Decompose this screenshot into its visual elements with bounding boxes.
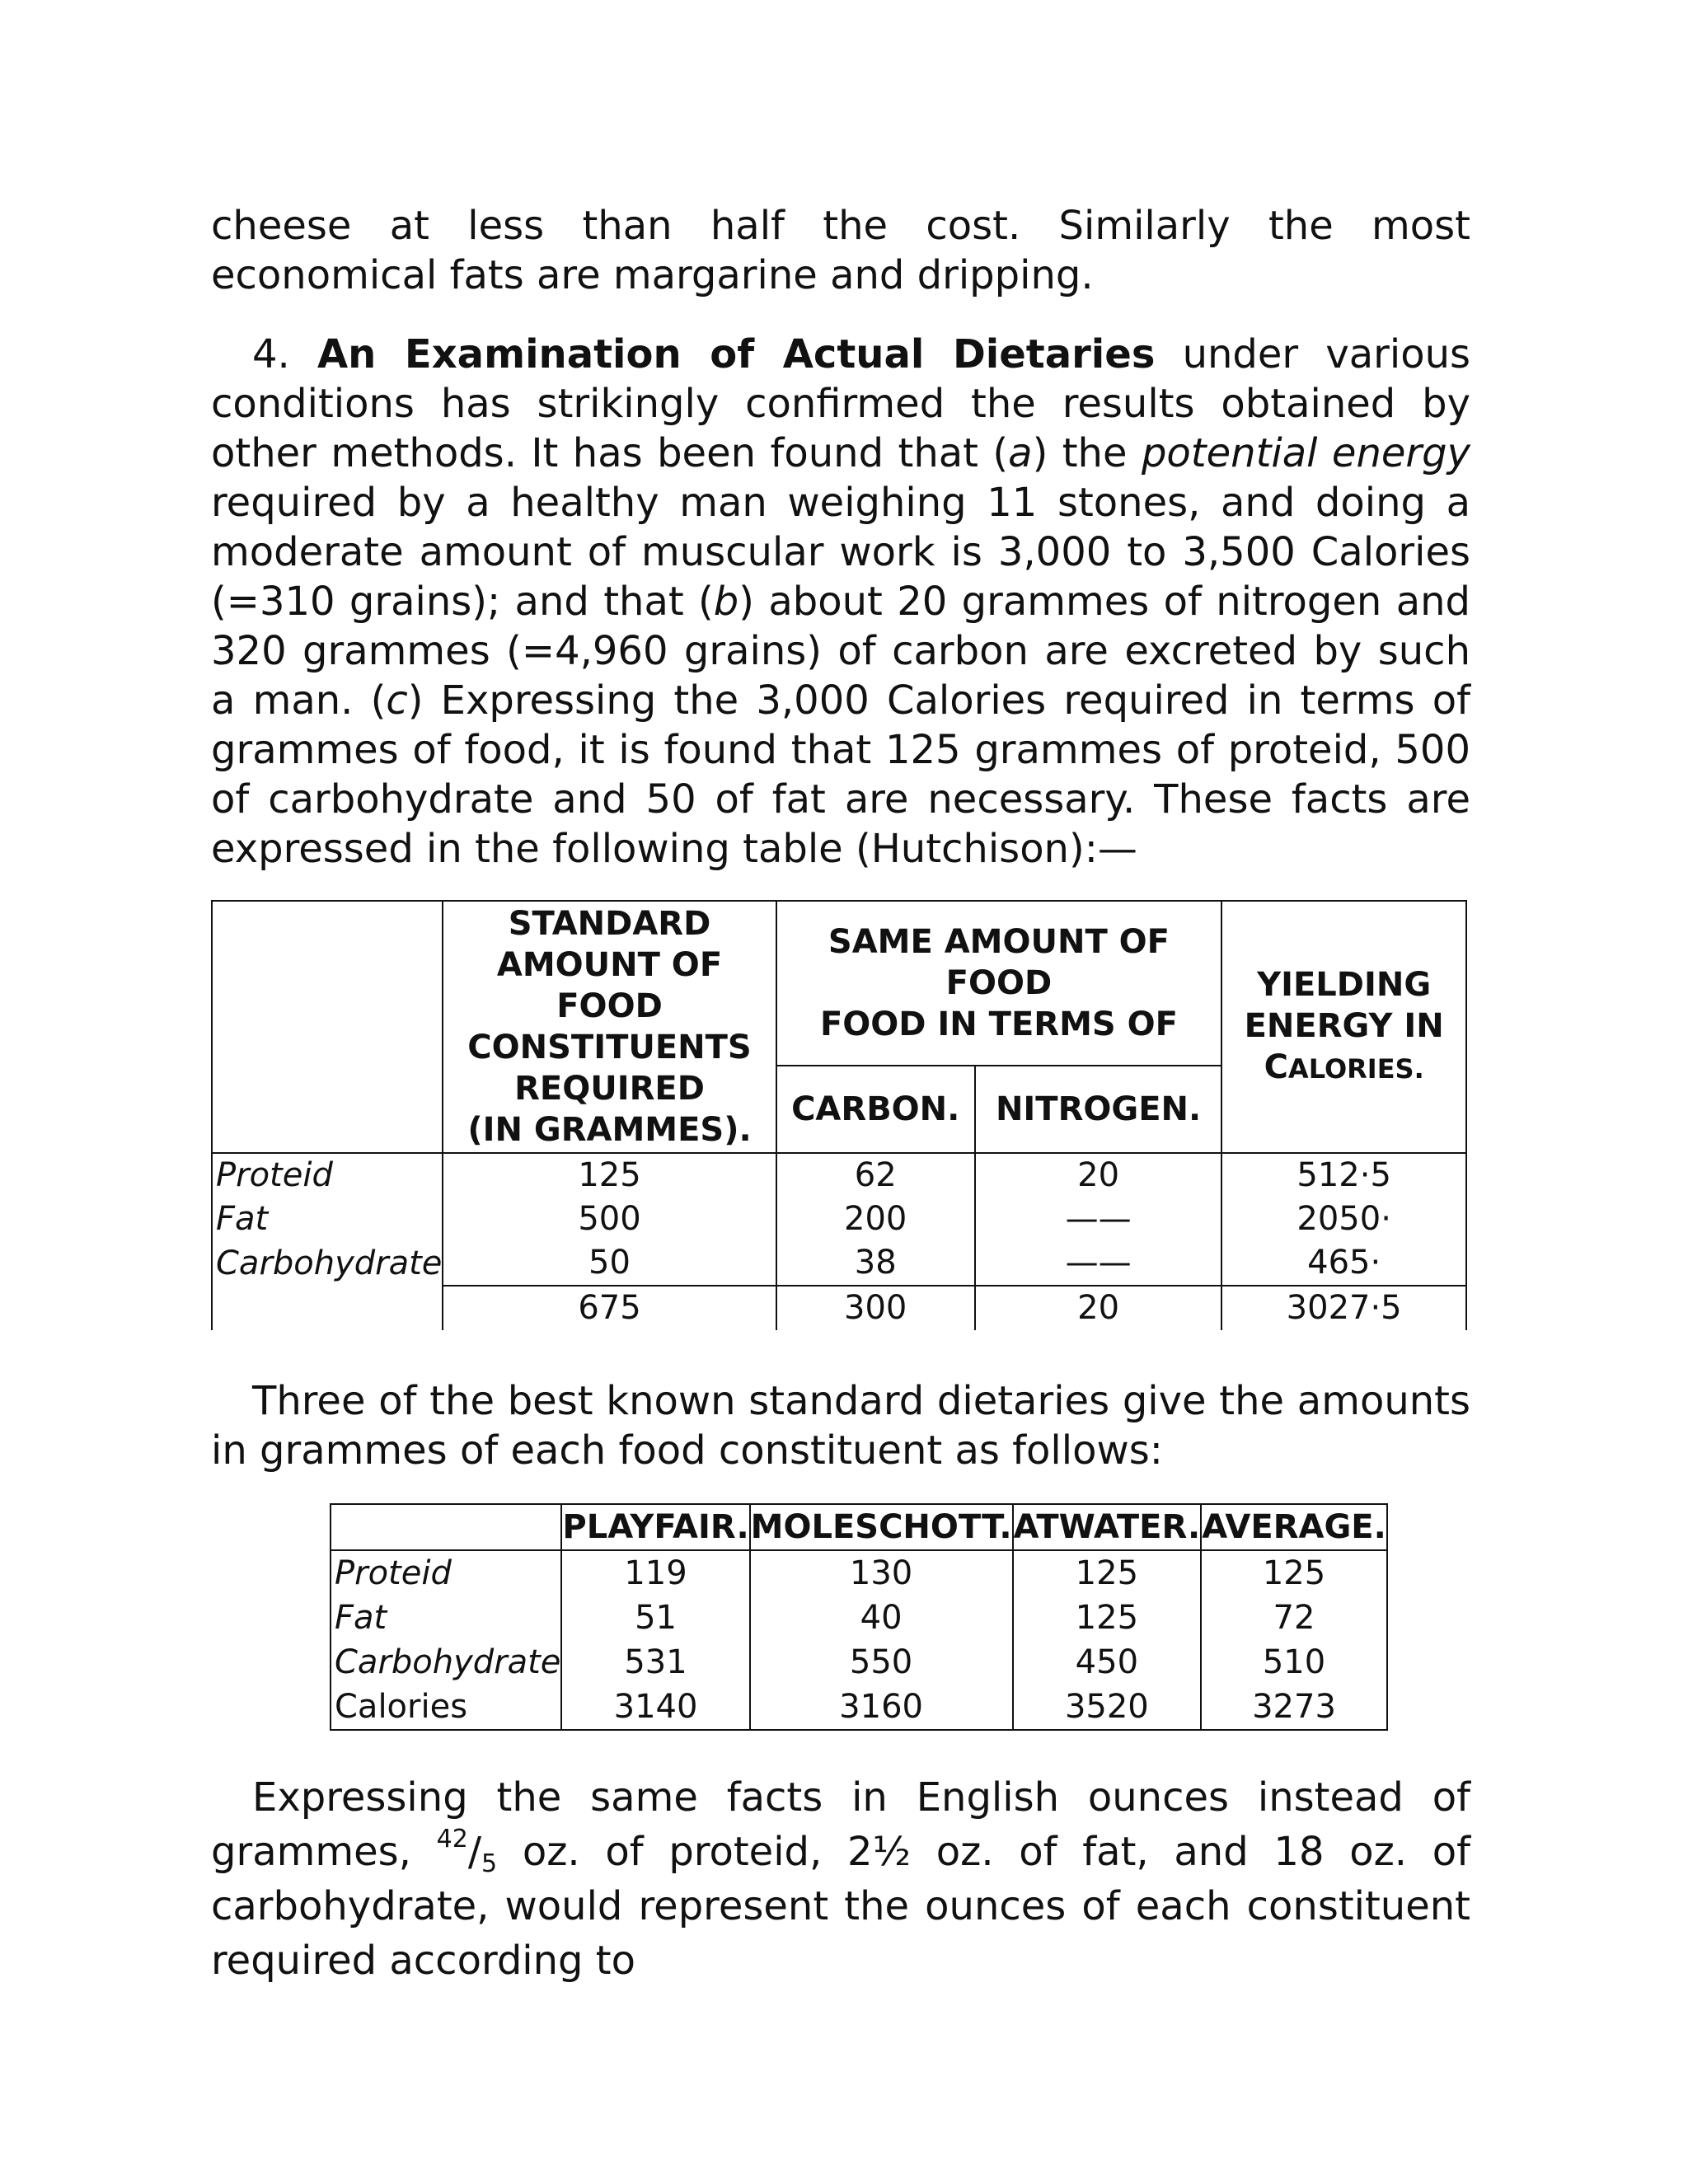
cell-standard: 50: [443, 1241, 776, 1286]
cell: 125: [1013, 1550, 1202, 1596]
fraction-numerator: 42: [436, 1825, 468, 1854]
paragraph-4: [211, 1770, 1470, 1988]
paragraph-2-text: ) the: [1032, 430, 1142, 476]
row-label-blank: [212, 1286, 443, 1330]
playfair-header: PLAYFAIR.: [561, 1504, 749, 1550]
cell: 119: [561, 1550, 749, 1596]
total-row: [212, 1286, 1466, 1330]
row-label: Proteid: [331, 1550, 561, 1596]
cell: 3140: [561, 1685, 749, 1730]
row-label: Fat: [212, 1197, 443, 1241]
header-line: SAME AMOUNT OF FOOD: [828, 923, 1170, 1002]
cell-energy: 2050·: [1221, 1197, 1466, 1241]
standard-amount-header: [443, 901, 776, 1153]
cell-standard: 500: [443, 1197, 776, 1241]
moleschott-header: MOLESCHOTT.: [750, 1504, 1013, 1550]
blank-header: [331, 1504, 561, 1550]
cell: 531: [561, 1640, 749, 1685]
cell-nitrogen: ——: [975, 1197, 1221, 1241]
header-line: STANDARD: [508, 905, 711, 943]
cell: 125: [1201, 1550, 1387, 1596]
cell: 450: [1013, 1640, 1202, 1685]
carbon-header: CARBON.: [776, 1066, 975, 1153]
table-row: [212, 1153, 1466, 1197]
row-label: Calories: [331, 1685, 561, 1730]
table-row: [331, 1550, 1387, 1596]
paragraph-2: [211, 330, 1470, 874]
paragraph-2-text: required by a healthy man weighing 11 stones, and doing a moderate amount of muscular work is 3,000 to 3,500 Calories (=310 grains); and that (: [211, 480, 1470, 625]
cell: 125: [1013, 1596, 1202, 1640]
standard-dietaries-table: [330, 1503, 1388, 1731]
cell: 130: [750, 1550, 1013, 1596]
calories-header: [1222, 1047, 1465, 1090]
item-c: c: [386, 677, 408, 724]
item-b: b: [713, 579, 739, 625]
section-heading: An Examination of Actual Dietaries: [316, 331, 1156, 377]
fraction-denominator: 5: [481, 1849, 498, 1878]
header-line: AMOUNT OF: [496, 946, 723, 984]
total-nitrogen: 20: [975, 1286, 1221, 1330]
total-standard: 675: [443, 1286, 776, 1330]
cell-nitrogen: 20: [975, 1153, 1221, 1197]
table-row: [331, 1685, 1387, 1730]
cell-carbon: 62: [776, 1153, 975, 1197]
header-line: FOOD: [556, 987, 663, 1025]
cell-standard: 125: [443, 1153, 776, 1197]
fraction-slash: /: [467, 1829, 482, 1875]
row-label: Proteid: [212, 1153, 443, 1197]
header-line: FOOD IN TERMS OF: [819, 1005, 1178, 1043]
total-carbon: 300: [776, 1286, 975, 1330]
row-label: Carbohydrate: [331, 1640, 561, 1685]
table-row: [331, 1640, 1387, 1685]
row-label: Carbohydrate: [212, 1241, 443, 1286]
table-row: [212, 1241, 1466, 1286]
row-label: Fat: [331, 1596, 561, 1640]
section-number: 4.: [252, 331, 290, 377]
cell: 40: [750, 1596, 1013, 1640]
cell-energy: 512·5: [1221, 1153, 1466, 1197]
cell: 510: [1201, 1640, 1387, 1685]
paragraph-1: cheese at less than half the cost. Similarly the most economical fats are margarine and dripping.: [211, 203, 1470, 298]
table-row: [212, 1197, 1466, 1241]
paragraph-4-text: Expressing the same facts in English ounces instead of grammes,: [211, 1774, 1470, 1875]
paragraph-2-text: under various conditions has strikingly confirmed the results obtained by other methods. It has been found that (: [211, 331, 1471, 476]
paragraph-2-text: ) about 20 grammes of nitrogen and 320 grammes (=4,960 grains) of carbon are excreted by such a man. (: [211, 579, 1470, 724]
cell: 3520: [1013, 1685, 1202, 1730]
item-a: a: [1008, 430, 1033, 476]
cell-energy: 465·: [1221, 1241, 1466, 1286]
cell-nitrogen: ——: [975, 1241, 1221, 1286]
same-amount-header: [776, 901, 1222, 1066]
cell: 51: [561, 1596, 749, 1640]
header-letter: C: [1264, 1048, 1288, 1086]
header-line: YIELDING: [1257, 966, 1432, 1004]
blank-header: [212, 901, 443, 1153]
paragraph-2-text: ) Expressing the 3,000 Calories required in terms of grammes of food, it is found that 125 grammes of proteid, 500 of carbohydrate and 50 of fat are necessary. These facts are expressed in the following table (Hutchison):—: [211, 677, 1470, 872]
nitrogen-header: NITROGEN.: [975, 1066, 1221, 1153]
header-letters: ALORIES.: [1287, 1053, 1424, 1085]
potential-energy-term: potential energy: [1141, 430, 1471, 476]
header-line: CONSTITUENTS: [467, 1029, 752, 1066]
header-line: (IN GRAMMES).: [467, 1111, 752, 1149]
atwater-header: ATWATER.: [1013, 1504, 1202, 1550]
cell: 3160: [750, 1685, 1013, 1730]
yielding-energy-header: [1221, 901, 1466, 1153]
cell-carbon: 200: [776, 1197, 975, 1241]
table-row: [331, 1596, 1387, 1640]
cell-carbon: 38: [776, 1241, 975, 1286]
average-header: AVERAGE.: [1201, 1504, 1387, 1550]
hutchison-table: [211, 900, 1467, 1330]
header-line: ENERGY IN: [1244, 1007, 1444, 1045]
cell: 3273: [1201, 1685, 1387, 1730]
cell: 72: [1201, 1596, 1387, 1640]
paragraph-3: Three of the best known standard dietaries give the amounts in grammes of each food constituent as follows:: [211, 1378, 1470, 1474]
total-energy: 3027·5: [1221, 1286, 1466, 1330]
cell: 550: [750, 1640, 1013, 1685]
paragraph-4-text: oz. of proteid, 2½ oz. of fat, and 18 oz. of carbohydrate, would represent the ounces of each constituent required according to: [211, 1829, 1471, 1984]
header-line: REQUIRED: [514, 1070, 705, 1108]
